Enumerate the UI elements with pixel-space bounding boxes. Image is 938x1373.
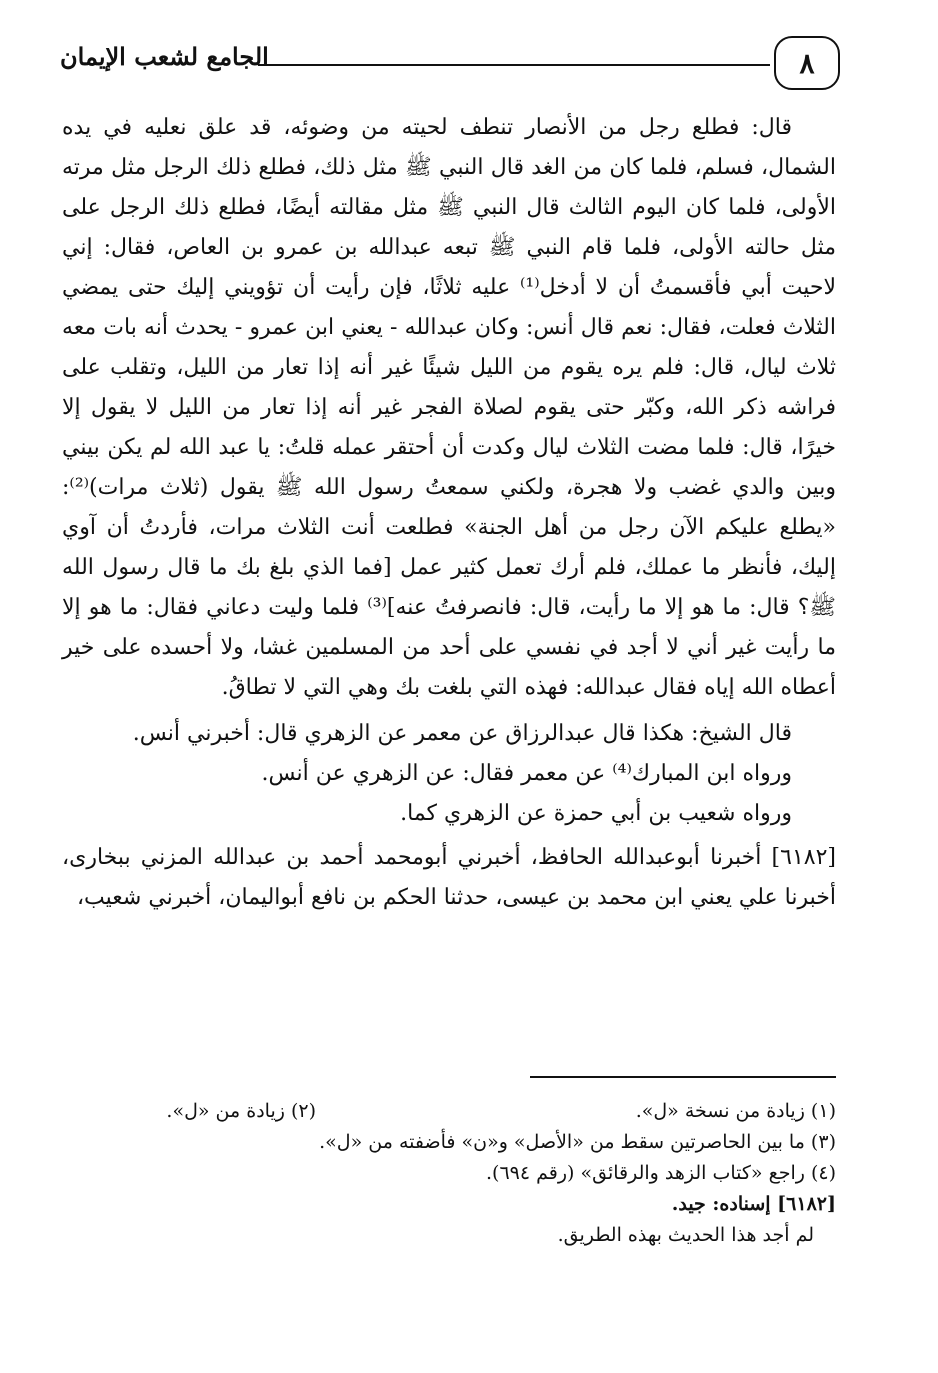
page-number: ٨ <box>774 36 840 90</box>
footnotes <box>62 1096 836 1251</box>
sheikh-comment: قال الشيخ: هكذا قال عبدالرزاق عن معمر عن الزهري قال: أخبرني أنس. <box>132 721 792 746</box>
hadith-text: قال: فطلع رجل من الأنصار تنطف لحيته من وضوئه، قد علق نعليه في يده الشمال، فسلم، فلما كان من الغد قال النبي ﷺ مثل ذلك، فطلع ذلك الرجل مثل مرته الأولى، فلما كان اليوم الثالث قال النبي ﷺ مثل مقالته أيضًا، فطلع ذلك الرجل على مثل حالته الأولى، فلما قام النبي ﷺ تبعه عبدالله بن عمرو بن العاص، فقال: إني لاحيت أبي فأقسمتُ أن لا أدخل⁽¹⁾ عليه ثلاثًا، فإن رأيت أن تؤويني إليك حتى يمضي الثلاث فعلت، فقال: نعم قال أنس: وكان عبدالله - يعني ابن عمرو - يحدث أنه بات معه ثلاث ليال، قال: فلم يره يقوم من الليل شيئًا غير أنه إذا تعار من الليل، وتقلب على فراشه ذكر الله، وكبّر حتى يقوم لصلاة الفجر غير أنه إذا تعار من الليل لا يقول إلا خيرًا، قال: فلما مضت الثلاث ليال وكدت أن أحتقر عمله قلتُ: يا عبد الله لم يكن بيني وبين والدي غضب ولا هجرة، ولكني سمعتُ رسول الله ﷺ يقول (ثلاث مرات)⁽²⁾: «يطلع عليكم الآن رجل من أهل الجنة» فطلعت أنت الثلاث مرات، فأردتُ أن آوي إليك، فأنظر ما عملك، فلم أرك تعمل كثير عمل [فما الذي بلغ بك ما قال رسول الله ﷺ؟ قال: ما هو إلا ما رأيت، قال: فانصرفتُ عنه]⁽³⁾ فلما وليت دعاني فقال: ما هو إلا ما رأيت غير أني لا أجد في نفسي على أحد من المسلمين غشا، ولا أحسده على خير أعطاه الله إياه فقال عبدالله: فهذه التي بلغت بك وهي التي لا تطاقُ. <box>62 115 837 700</box>
footnote-1: (١) زيادة من نسخة «ل». <box>635 1100 836 1122</box>
footnote-3: (٣) ما بين الحاصرتين سقط من «الأصل» و«ن» فأضفته من «ل». <box>319 1131 836 1153</box>
hadith-isnad-6182: [٦١٨٢] أخبرنا أبوعبدالله الحافظ، أخبرني أبومحمد أحمد بن عبدالله المزني ببخارى، أخبرنا علي يعني ابن محمد بن عيسى، حدثنا الحكم بن نافع أبواليمان، أخبرني شعيب، <box>62 845 836 910</box>
footnote-4: (٤) راجع «كتاب الزهد والرقائق» (رقم ٦٩٤). <box>486 1162 836 1184</box>
footnote-isnad-grade: [٦١٨٢] إسناده: جيد. <box>671 1193 836 1215</box>
narration-shuayb: ورواه شعيب بن أبي حمزة عن الزهري كما. <box>400 801 792 826</box>
main-text <box>62 108 836 918</box>
book-title: الجامع لشعب الإيمان <box>60 42 269 71</box>
footnote-note: لم أجد هذا الحديث بهذه الطريق. <box>557 1224 814 1246</box>
page-header <box>60 36 840 92</box>
narration-ibn-mubarak: ورواه ابن المبارك⁽⁴⁾ عن معمر فقال: عن الزهري عن أنس. <box>261 761 792 786</box>
header-rule <box>258 64 770 66</box>
footnote-rule <box>530 1076 836 1078</box>
footnote-2: (٢) زيادة من «ل». <box>166 1100 316 1122</box>
